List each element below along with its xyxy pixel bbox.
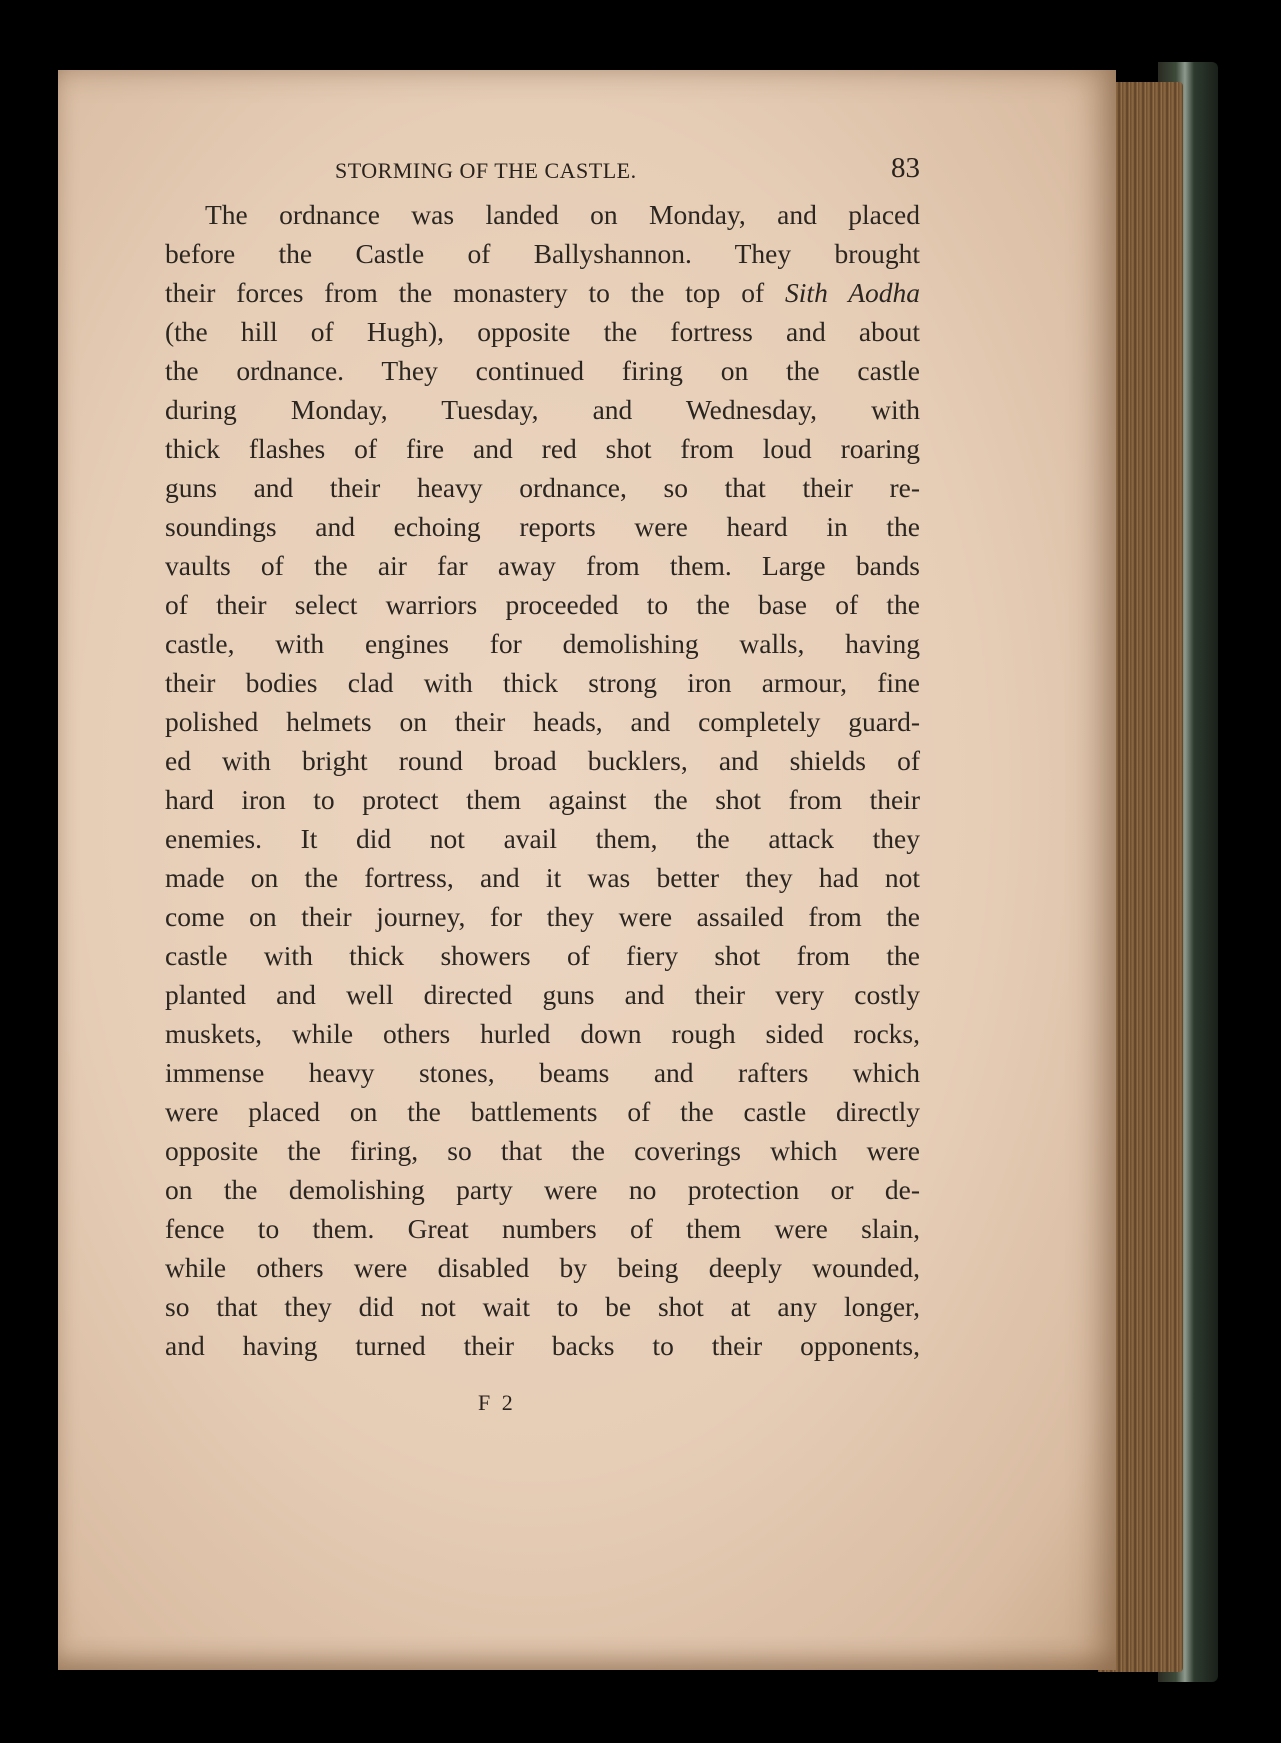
text-line: made on the fortress, and it was better they had not bbox=[165, 862, 920, 893]
text-line: fence to them. Great numbers of them were slain, bbox=[165, 1213, 920, 1244]
signature-mark: F 2 bbox=[478, 1390, 516, 1415]
body-text bbox=[165, 195, 920, 1365]
text-line: their bodies clad with thick strong iron armour, fine bbox=[165, 667, 920, 698]
text-line: (the hill of Hugh), opposite the fortress and about bbox=[165, 316, 920, 347]
italic-place-name: Sith Aodha bbox=[785, 277, 920, 308]
text-line: of their select warriors proceeded to the base of the bbox=[165, 589, 920, 620]
text-line: planted and well directed guns and their very costly bbox=[165, 979, 920, 1010]
text-line: The ordnance was landed on Monday, and placed bbox=[205, 199, 920, 230]
text-line: opposite the firing, so that the coverings which were bbox=[165, 1135, 920, 1166]
text-line: vaults of the air far away from them. Large bands bbox=[165, 550, 920, 581]
text-line: muskets, while others hurled down rough sided rocks, bbox=[165, 1018, 920, 1049]
text-line bbox=[165, 273, 920, 312]
text-line: were placed on the battlements of the castle directly bbox=[165, 1096, 920, 1127]
running-title: STORMING OF THE CASTLE. bbox=[335, 158, 637, 183]
text-line: guns and their heavy ordnance, so that their re- bbox=[165, 472, 920, 503]
text-line: so that they did not wait to be shot at any longer, bbox=[165, 1291, 920, 1322]
text-line: soundings and echoing reports were heard in the bbox=[165, 511, 920, 542]
page-number: 83 bbox=[891, 152, 920, 184]
text-line: on the demolishing party were no protection or de- bbox=[165, 1174, 920, 1205]
text-line: castle, with engines for demolishing walls, having bbox=[165, 628, 920, 659]
text-line: during Monday, Tuesday, and Wednesday, with bbox=[165, 394, 920, 425]
page-header bbox=[165, 150, 920, 190]
text-line: before the Castle of Ballyshannon. They brought bbox=[165, 238, 920, 269]
text-line-part: their forces from the monastery to the top of bbox=[165, 277, 765, 308]
text-line: come on their journey, for they were assailed from the bbox=[165, 901, 920, 932]
text-line: ed with bright round broad bucklers, and shields of bbox=[165, 745, 920, 776]
text-line: enemies. It did not avail them, the attack they bbox=[165, 823, 920, 854]
text-line: thick flashes of fire and red shot from loud roaring bbox=[165, 433, 920, 464]
text-line: and having turned their backs to their opponents, bbox=[165, 1330, 920, 1361]
text-line: hard iron to protect them against the shot from their bbox=[165, 784, 920, 815]
text-line: castle with thick showers of fiery shot from the bbox=[165, 940, 920, 971]
text-line: immense heavy stones, beams and rafters which bbox=[165, 1057, 920, 1088]
text-line: while others were disabled by being deeply wounded, bbox=[165, 1252, 920, 1283]
text-line: polished helmets on their heads, and completely guard- bbox=[165, 706, 920, 737]
text-line: the ordnance. They continued firing on the castle bbox=[165, 355, 920, 386]
